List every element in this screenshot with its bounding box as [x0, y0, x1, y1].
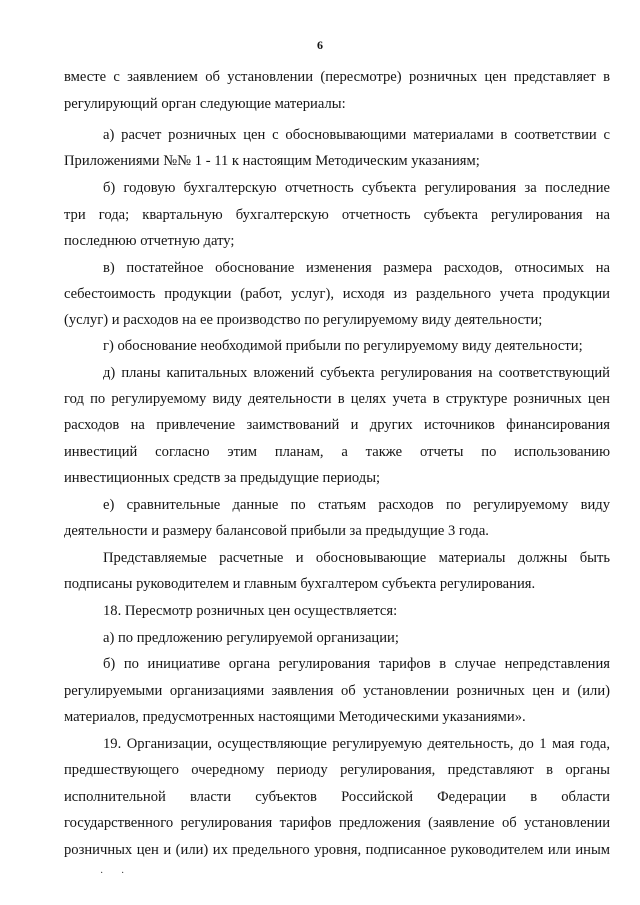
page-number: 6	[317, 38, 323, 52]
text-line: последнюю отчетную дату;	[64, 233, 235, 249]
text-line: регулируемыми организациями заявления об установлении розничных цен и (или)	[64, 683, 610, 699]
text-line: Приложениями №№ 1 - 11 к настоящим Методическим указаниям;	[64, 153, 480, 169]
text-line: д) планы капитальных вложений субъекта регулирования на соответствующий	[103, 365, 610, 381]
text-line: деятельности и размеру балансовой прибыли за предыдущие 3 года.	[64, 523, 489, 539]
scan-artifact: ·	[100, 868, 104, 879]
text-line: год по регулируемому виду деятельности в целях учета в структуре розничных цен	[64, 391, 610, 407]
text-line: в) постатейное обоснование изменения размера расходов, относимых на	[103, 260, 610, 276]
text-line: инвестиций согласно этим планам, а также отчеты по использованию	[64, 444, 610, 460]
text-line: 18. Пересмотр розничных цен осуществляется:	[103, 603, 398, 619]
text-line: Представляемые расчетные и обосновывающие материалы должны быть	[103, 550, 610, 566]
text-line: а) расчет розничных цен с обосновывающими материалами в соответствии с	[103, 127, 610, 143]
text-line: регулирующий орган следующие материалы:	[64, 96, 346, 112]
text-line: вместе с заявлением об установлении (пересмотре) розничных цен представляет в	[64, 69, 610, 85]
text-line: три года; квартальную бухгалтерскую отчетность субъекта регулирования на	[64, 207, 610, 223]
text-line: государственного регулирования тарифов предложения (заявление об установлении	[64, 815, 610, 831]
text-line: подписаны руководителем и главным бухгалтером субъекта регулирования.	[64, 576, 536, 592]
text-line: себестоимость продукции (работ, услуг), исходя из раздельного учета продукции	[64, 286, 610, 302]
text-line: инвестиционных средств за предыдущие периоды;	[64, 470, 381, 486]
text-line: предшествующего очередному периоду регулирования, представляют в органы	[64, 762, 610, 778]
text-line: розничных цен и (или) их предельного уровня, подписанное руководителем или иным	[64, 842, 610, 858]
text-line: 19. Организации, осуществляющие регулируемую деятельность, до 1 мая года,	[103, 736, 610, 752]
scan-artifact: ·	[121, 868, 125, 879]
text-line: а) по предложению регулируемой организации;	[103, 630, 399, 646]
text-line: б) годовую бухгалтерскую отчетность субъекта регулирования за последние	[103, 180, 610, 196]
text-line: материалов, предусмотренных настоящими Методическими указаниями».	[64, 709, 526, 725]
text-line: расходов на привлечение заимствований и других источников финансирования	[64, 417, 610, 433]
text-line: г) обоснование необходимой прибыли по регулируемому виду деятельности;	[103, 338, 583, 354]
text-line: исполнительной власти субъектов Российской Федерации в области	[64, 789, 610, 805]
text-line: б) по инициативе органа регулирования тарифов в случае непредставления	[103, 656, 610, 672]
text-line: (услуг) и расходов на ее производство по регулируемому виду деятельности;	[64, 312, 543, 328]
text-line: е) сравнительные данные по статьям расходов по регулируемому виду	[103, 497, 610, 513]
